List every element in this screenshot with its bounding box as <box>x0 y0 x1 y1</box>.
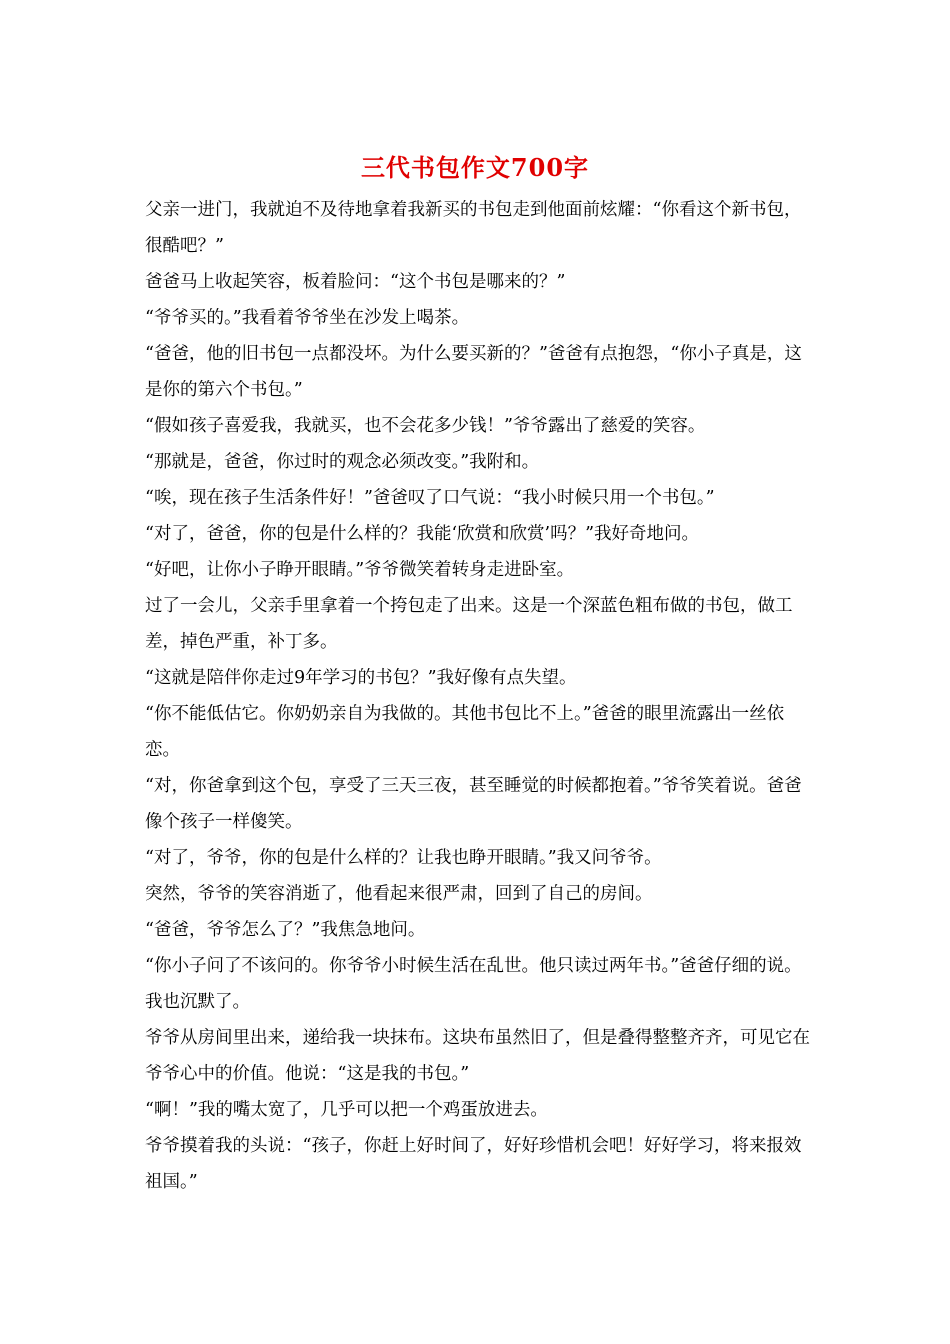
paragraph: “爷爷买的。”我看着爷爷坐在沙发上喝茶。 <box>145 308 470 328</box>
paragraph: “这就是陪伴你走过9年学习的书包？”我好像有点失望。 <box>145 668 577 688</box>
document-body <box>145 192 810 1200</box>
paragraph: “对了，爸爸，你的包是什么样的？我能‘欣赏和欣赏’吗？”我好奇地问。 <box>145 524 700 544</box>
paragraph: 爷爷摸着我的头说：“孩子，你赶上好时间了，好好珍惜机会吧！好好学习，将来报效祖国。” <box>145 1136 802 1192</box>
paragraph: “爸爸，他的旧书包一点都没坏。为什么要买新的？”爸爸有点抱怨，“你小子真是，这是你的第六个书包。” <box>145 344 802 400</box>
paragraph: 父亲一进门，我就迫不及待地拿着我新买的书包走到他面前炫耀：“你看这个新书包，很酷吧？” <box>145 200 802 256</box>
paragraph: 爷爷从房间里出来，递给我一块抹布。这块布虽然旧了，但是叠得整整齐齐，可见它在爷爷心中的价值。他说：“这是我的书包。” <box>145 1028 810 1084</box>
paragraph: 突然，爷爷的笑容消逝了，他看起来很严肃，回到了自己的房间。 <box>145 884 653 904</box>
document-title: 三代书包作文700字 <box>360 153 590 182</box>
paragraph: “对，你爸拿到这个包，享受了三天三夜，甚至睡觉的时候都抱着。”爷爷笑着说。爸爸像个孩子一样傻笑。 <box>145 776 802 832</box>
paragraph: “好吧，让你小子睁开眼睛。”爷爷微笑着转身走进卧室。 <box>145 560 575 580</box>
paragraph: “啊！”我的嘴太宽了，几乎可以把一个鸡蛋放进去。 <box>145 1100 548 1120</box>
paragraph: “那就是，爸爸，你过时的观念必须改变。”我附和。 <box>145 452 540 472</box>
paragraph: 过了一会儿，父亲手里拿着一个挎包走了出来。这是一个深蓝色粗布做的书包，做工差，掉色严重，补丁多。 <box>145 596 793 652</box>
paragraph: “爸爸，爷爷怎么了？”我焦急地问。 <box>145 920 426 940</box>
paragraph: “你不能低估它。你奶奶亲自为我做的。其他书包比不上。”爸爸的眼里流露出一丝依恋。 <box>145 704 785 760</box>
paragraph: “假如孩子喜爱我，我就买，也不会花多少钱！”爷爷露出了慈爱的笑容。 <box>145 416 706 436</box>
paragraph: “你小子问了不该问的。你爷爷小时候生活在乱世。他只读过两年书。”爸爸仔细的说。我也沉默了。 <box>145 956 802 1012</box>
paragraph: 爸爸马上收起笑容，板着脸问：“这个书包是哪来的？” <box>145 272 566 292</box>
paragraph: “唉，现在孩子生活条件好！”爸爸叹了口气说：“我小时候只用一个书包。” <box>145 488 715 508</box>
paragraph: “对了，爷爷，你的包是什么样的？让我也睁开眼睛。”我又问爷爷。 <box>145 848 662 868</box>
